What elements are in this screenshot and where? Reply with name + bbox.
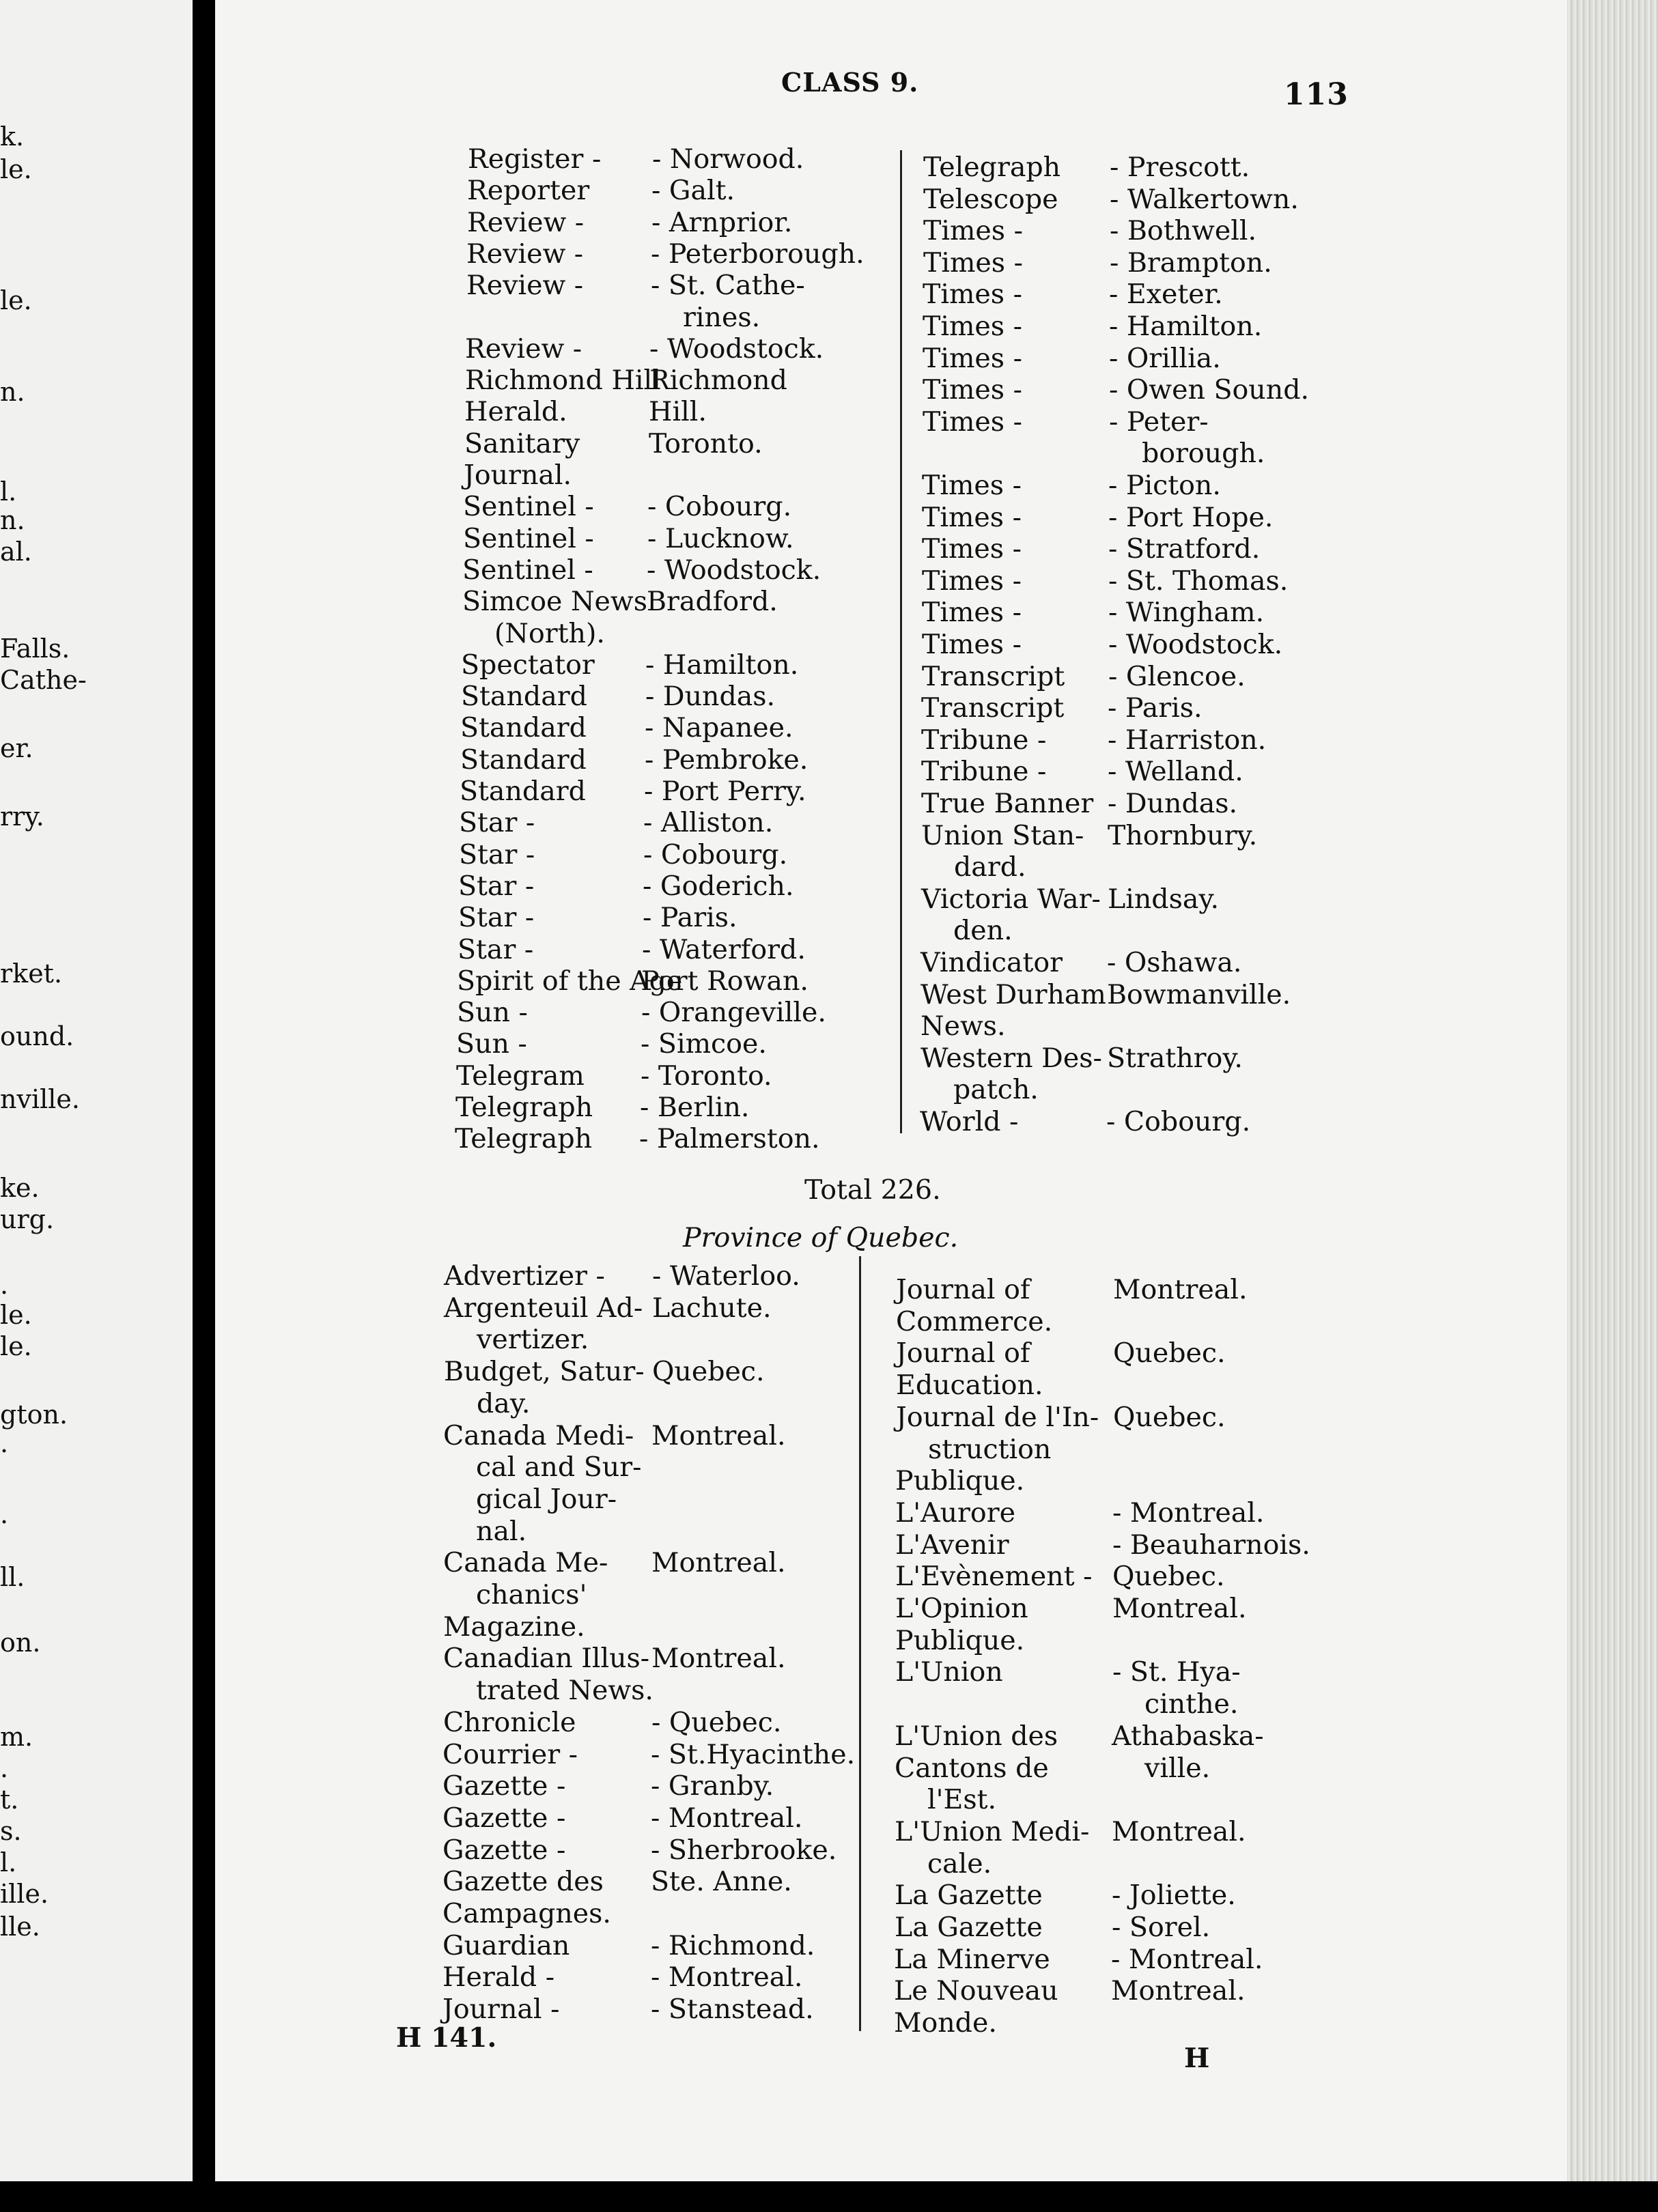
signature-mark: H 141. — [396, 2022, 497, 2054]
entry-title: L'Union — [895, 1656, 1003, 1688]
entry-title: True Banner — [921, 788, 1094, 819]
entry-title: cal and Sur- — [476, 1451, 642, 1484]
entry-title: Transcript — [922, 660, 1065, 692]
page-edge — [1567, 0, 1658, 2181]
entry-title: Star - — [459, 838, 535, 870]
entry-title: Telegraph — [923, 152, 1061, 183]
entry-place: - Simcoe. — [641, 1028, 767, 1060]
entry-place: - Toronto. — [641, 1060, 772, 1092]
entry-place: - Granby. — [651, 1770, 774, 1802]
entry-title: L'Avenir — [895, 1529, 1009, 1561]
entry-title: Vindicator — [921, 947, 1063, 978]
entry-title: L'Evènement - — [895, 1561, 1093, 1593]
entry-title: Journal of — [896, 1274, 1030, 1305]
left-page-text-fragment: . — [0, 1270, 9, 1300]
entry-title: Standard — [460, 776, 586, 807]
entry-title: Publique. — [895, 1465, 1025, 1497]
entry-place: - Cobourg. — [1106, 1106, 1251, 1137]
entry-title: Tribune - — [921, 724, 1047, 756]
entry-title: Gazette - — [442, 1770, 566, 1802]
left-page-text-fragment: t. — [0, 1785, 19, 1815]
left-page-text-fragment: urg. — [0, 1204, 55, 1234]
entry-title: Sentinel - — [463, 491, 594, 523]
entry-place: - Beauharnois. — [1112, 1529, 1310, 1561]
entry-place: - Orangeville. — [641, 997, 826, 1029]
entry-place: - Exeter. — [1109, 279, 1223, 311]
entry-title: Simcoe News — [462, 586, 648, 618]
entry-place: - Napanee. — [645, 712, 793, 744]
entry-title: Times - — [922, 565, 1022, 597]
entry-title: L'Union des — [895, 1720, 1058, 1752]
entry-title: La Minerve — [894, 1943, 1050, 1975]
entry-title: struction — [928, 1433, 1052, 1465]
entry-place: Montreal. — [1111, 1975, 1246, 2007]
entry-title: Spirit of the Age — [457, 965, 683, 997]
entry-title: Register - — [468, 143, 602, 175]
left-page-text-fragment: . — [0, 1499, 9, 1529]
entry-title: Star - — [458, 870, 535, 902]
entry-title: Journal de l'In- — [896, 1401, 1099, 1433]
entry-place: Bradford. — [647, 586, 778, 618]
entry-place: - Port Hope. — [1108, 501, 1274, 533]
entry-place: - Port Perry. — [644, 776, 806, 807]
entry-place: - Paris. — [643, 902, 737, 934]
entry-place: ville. — [1144, 1752, 1211, 1784]
entry-title: gical Jour- — [476, 1483, 617, 1515]
left-page-text-fragment: le. — [0, 285, 32, 315]
entry-title: Tribune - — [921, 756, 1047, 788]
left-page-text-fragment: le. — [0, 1300, 32, 1330]
left-page-text-fragment: s. — [0, 1816, 22, 1846]
gutter-shadow — [193, 0, 215, 2181]
entry-title: Review - — [466, 270, 584, 302]
entry-title: Telegraph — [455, 1092, 593, 1123]
page-number: 113 — [1284, 77, 1349, 112]
entry-place: - Welland. — [1108, 756, 1244, 788]
entry-place: Ste. Anne. — [651, 1866, 792, 1898]
entry-title: La Gazette — [895, 1880, 1043, 1912]
entry-place: - Norwood. — [652, 143, 804, 175]
left-page-text-fragment: rket. — [0, 959, 63, 989]
entry-place: borough. — [1142, 438, 1265, 470]
entry-place: - Glencoe. — [1108, 660, 1246, 692]
entry-title: L'Opinion — [895, 1593, 1028, 1624]
entry-title: Advertizer - — [444, 1260, 605, 1292]
entry-place: - Stratford. — [1108, 533, 1261, 565]
entry-title: Standard — [460, 712, 587, 744]
entry-title: Journal - — [442, 1994, 560, 2026]
entry-place: rines. — [683, 301, 761, 333]
entry-place: Richmond — [649, 365, 787, 397]
entry-place: - St. Cathe- — [651, 270, 805, 302]
entry-place: - Goderich. — [643, 870, 794, 902]
entry-place: Hill. — [649, 396, 707, 428]
entry-place: - Wingham. — [1108, 597, 1265, 629]
entry-title: chanics' — [476, 1579, 587, 1611]
left-page-text-fragment: l. — [0, 1847, 17, 1877]
entry-title: Guardian — [442, 1929, 570, 1961]
entry-title: Sentinel - — [462, 554, 593, 586]
entry-title: West Durham — [921, 978, 1106, 1010]
entry-title: L'Union Medi- — [895, 1815, 1090, 1847]
left-page-text-fragment: . — [0, 1753, 9, 1783]
entry-place: - Montreal. — [1112, 1497, 1265, 1529]
entry-title: Campagnes. — [442, 1898, 611, 1929]
entry-title: Times - — [923, 215, 1023, 247]
entry-title: Times - — [923, 374, 1022, 406]
entry-title: Times - — [922, 533, 1022, 565]
entry-place: - Paris. — [1108, 692, 1203, 724]
entry-place: - Sorel. — [1112, 1912, 1211, 1943]
entry-place: - Quebec. — [651, 1706, 782, 1738]
total-count: Total 226. — [804, 1174, 941, 1206]
entry-place: - Montreal. — [1111, 1943, 1263, 1975]
entry-place: - Hamilton. — [645, 649, 799, 681]
entry-title: Review - — [466, 238, 584, 270]
entry-title: Gazette - — [442, 1802, 566, 1834]
entry-place: - Bothwell. — [1110, 215, 1257, 247]
entry-place: Strathroy. — [1107, 1042, 1243, 1074]
entry-place: - Walkertown. — [1110, 183, 1299, 215]
entry-place: - Waterloo. — [652, 1260, 800, 1292]
entry-title: Publique. — [895, 1624, 1025, 1656]
entry-title: l'Est. — [927, 1784, 997, 1816]
entry-place: - Montreal. — [651, 1802, 803, 1834]
entry-place: - Oshawa. — [1107, 947, 1242, 978]
entry-title: Magazine. — [443, 1611, 585, 1643]
column-rule-bottom — [859, 1256, 861, 2031]
entry-title: Times - — [923, 311, 1022, 342]
entry-place: - Cobourg. — [647, 491, 792, 523]
entry-place: - St. Hya- — [1112, 1656, 1241, 1688]
entry-place: - Peterborough. — [651, 238, 865, 270]
entry-title: Canadian Illus- — [443, 1643, 650, 1675]
entry-place: Quebec. — [1113, 1401, 1226, 1433]
entry-title: Victoria War- — [921, 883, 1101, 915]
entry-title: nal. — [476, 1515, 527, 1547]
entry-place: Montreal. — [651, 1643, 786, 1675]
entry-title: Star - — [458, 933, 534, 965]
entry-place: - Orillia. — [1109, 342, 1221, 374]
entry-place: - Woodstock. — [1108, 629, 1283, 660]
entry-place: - Owen Sound. — [1109, 374, 1310, 406]
entry-title: La Gazette — [895, 1912, 1043, 1943]
entry-place: - Palmerston. — [639, 1123, 820, 1155]
left-page-text-fragment: n. — [0, 505, 25, 535]
left-page-text-fragment: l. — [0, 477, 17, 507]
entry-place: - Woodstock. — [647, 554, 821, 586]
entry-title: Journal of — [896, 1337, 1030, 1370]
entry-title: Budget, Satur- — [444, 1356, 645, 1388]
entry-place: - Arnprior. — [651, 206, 793, 238]
entry-title: Chronicle — [443, 1706, 576, 1738]
entry-place: Quebec. — [1113, 1337, 1226, 1370]
left-page-text-fragment: ll. — [0, 1562, 25, 1592]
entry-title: Spectator — [461, 649, 595, 681]
left-page-text-fragment: n. — [0, 377, 25, 407]
entry-place: - Woodstock. — [649, 332, 824, 365]
entry-title: den. — [953, 915, 1013, 947]
entry-place: - Galt. — [651, 175, 735, 207]
entry-title: Journal. — [464, 459, 572, 491]
entry-place: Montreal. — [651, 1419, 786, 1451]
entry-title: Review - — [465, 332, 582, 365]
entry-place: - Pembroke. — [645, 743, 809, 776]
entry-title: Canada Me- — [443, 1547, 608, 1579]
entry-place: - Prescott. — [1110, 152, 1250, 183]
left-page-text-fragment: nville. — [0, 1084, 80, 1114]
entry-place: Lachute. — [652, 1292, 772, 1324]
left-page-text-fragment: rry. — [0, 802, 44, 832]
entry-place: - Cobourg. — [643, 838, 788, 870]
entry-place: - Harriston. — [1108, 724, 1267, 756]
entry-place: - St. Thomas. — [1108, 565, 1289, 597]
entry-title: Telegraph — [455, 1123, 593, 1155]
entry-title: Telegram — [456, 1060, 585, 1092]
entry-place: - Lucknow. — [647, 522, 794, 554]
page — [215, 0, 1567, 2181]
left-page-text-fragment: Falls. — [0, 634, 70, 664]
left-page-text-fragment: lle. — [0, 1912, 40, 1942]
entry-title: Reporter — [467, 175, 590, 207]
entry-title: Cantons de — [895, 1752, 1049, 1784]
entry-place: - Hamilton. — [1109, 311, 1263, 342]
left-page-text-fragment: le. — [0, 1331, 32, 1361]
running-head: CLASS 9. — [781, 67, 919, 98]
left-page-text-fragment: k. — [0, 122, 25, 152]
entry-place: Bowmanville. — [1107, 978, 1291, 1010]
left-page-text-fragment: . — [0, 1428, 9, 1458]
entry-title: day. — [477, 1387, 531, 1419]
entry-title: Times - — [922, 470, 1022, 501]
entry-title: Sun - — [457, 997, 528, 1029]
entry-place: Montreal. — [651, 1547, 786, 1579]
entry-title: Telescope — [923, 183, 1058, 215]
entry-place: Toronto. — [649, 427, 763, 459]
left-page-fragment — [0, 0, 193, 2181]
entry-title: vertizer. — [477, 1324, 589, 1356]
entry-place: - Waterford. — [642, 933, 806, 965]
left-page-text-fragment: on. — [0, 1628, 41, 1658]
entry-title: Sun - — [456, 1028, 527, 1060]
entry-place: Athabaska- — [1112, 1720, 1264, 1752]
section-title: Province of Quebec. — [683, 1222, 959, 1253]
entry-place: - Montreal. — [651, 1961, 803, 1994]
left-page-text-fragment: ke. — [0, 1173, 40, 1203]
entry-title: Sanitary — [464, 427, 580, 459]
entry-place: - Berlin. — [640, 1092, 750, 1123]
entry-title: Standard — [461, 681, 587, 713]
entry-title: Times - — [923, 279, 1022, 311]
entry-title: Times - — [922, 501, 1022, 533]
entry-title: Western Des- — [921, 1042, 1102, 1074]
entry-place: - Richmond. — [651, 1929, 815, 1961]
entry-title: dard. — [954, 851, 1026, 883]
entry-title: trated News. — [476, 1675, 654, 1707]
left-page-text-fragment: er. — [0, 733, 33, 763]
left-page-text-fragment: al. — [0, 537, 32, 567]
entry-title: Times - — [922, 597, 1022, 629]
entry-title: Sentinel - — [463, 522, 594, 554]
entry-title: (North). — [494, 617, 605, 649]
left-page-text-fragment: m. — [0, 1722, 33, 1752]
entry-place: - Picton. — [1108, 470, 1221, 501]
entry-place: - St.Hyacinthe. — [651, 1738, 856, 1770]
entry-place: Quebec. — [1112, 1561, 1225, 1593]
entry-place: cinthe. — [1144, 1688, 1239, 1720]
entry-title: Gazette - — [442, 1834, 566, 1866]
entry-place: Montreal. — [1112, 1815, 1246, 1847]
entry-title: Union Stan- — [921, 819, 1084, 851]
entry-place: Thornbury. — [1108, 819, 1258, 851]
entry-title: Commerce. — [896, 1305, 1053, 1337]
entry-place: Montreal. — [1112, 1593, 1247, 1624]
entry-title: Courrier - — [442, 1738, 578, 1770]
entry-place: Montreal. — [1113, 1274, 1248, 1305]
entry-title: patch. — [953, 1074, 1039, 1106]
entry-title: Times - — [923, 406, 1022, 438]
entry-place: - Peter- — [1109, 406, 1209, 438]
entry-title: Le Nouveau — [894, 1975, 1058, 2007]
entry-place: - Dundas. — [645, 681, 776, 713]
entry-title: Canada Medi- — [443, 1419, 634, 1451]
entry-place: - Dundas. — [1108, 788, 1238, 819]
entry-title: Star - — [459, 807, 535, 839]
entry-place: Lindsay. — [1108, 883, 1220, 915]
entry-title: Standard — [460, 743, 587, 776]
entry-title: Times - — [922, 629, 1022, 660]
entry-title: Transcript — [921, 692, 1065, 724]
entry-title: News. — [921, 1010, 1006, 1043]
entry-place: Port Rowan. — [641, 965, 809, 997]
entry-title: Times - — [923, 246, 1023, 279]
entry-title: Argenteuil Ad- — [444, 1292, 643, 1324]
entry-place: - Joliette. — [1112, 1880, 1236, 1912]
entry-title: Star - — [458, 902, 535, 934]
left-page-text-fragment: ille. — [0, 1879, 49, 1909]
entry-place: - Brampton. — [1110, 246, 1272, 279]
entry-title: cale. — [927, 1847, 992, 1880]
entry-title: World - — [920, 1106, 1019, 1137]
entry-place: - Stanstead. — [651, 1994, 814, 2026]
entry-title: Herald - — [442, 1961, 555, 1994]
entry-title: Review - — [467, 206, 585, 238]
entry-title: Monde. — [894, 2007, 997, 2039]
left-page-text-fragment: le. — [0, 154, 32, 184]
left-page-text-fragment: ound. — [0, 1021, 74, 1051]
entry-place: Quebec. — [652, 1356, 765, 1388]
entry-place: - Alliston. — [643, 807, 774, 839]
entry-title: Gazette des — [442, 1866, 604, 1898]
entry-place: - Sherbrooke. — [651, 1834, 837, 1866]
entry-title: Richmond Hill — [465, 365, 661, 397]
left-page-text-fragment: gton. — [0, 1400, 68, 1430]
footer-mark: H — [1184, 2043, 1210, 2074]
entry-title: L'Aurore — [895, 1497, 1015, 1529]
entry-title: Education. — [896, 1370, 1043, 1402]
entry-title: Herald. — [464, 396, 567, 428]
left-page-text-fragment: Cathe- — [0, 665, 87, 695]
column-rule-top — [900, 150, 902, 1133]
entry-title: Times - — [923, 342, 1022, 374]
